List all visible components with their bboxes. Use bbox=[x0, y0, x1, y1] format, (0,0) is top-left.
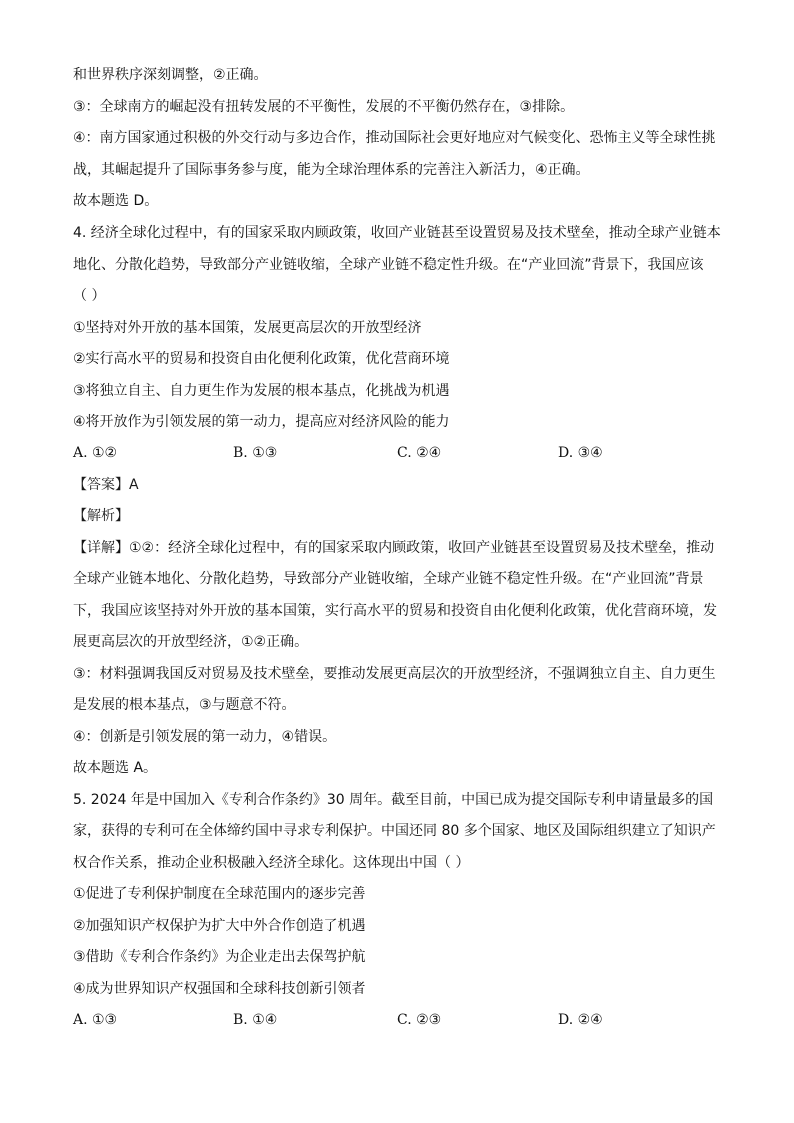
explanation-line: 故本题选 A。 bbox=[73, 760, 158, 776]
explanation-line: 是发展的根本基点，③与题意不符。 bbox=[73, 697, 296, 713]
question-4-statement: ③将独立自主、自力更生作为发展的根本基点，化挑战为机遇 bbox=[73, 383, 450, 399]
question-5-statement: ④成为世界知识产权强国和全球科技创新引领者 bbox=[73, 981, 366, 997]
explanation-line: ③：材料强调我国反对贸易及技术壁垒，要推动发展更高层次的开放型经济，不强调独立自主、自力更生 bbox=[73, 666, 716, 682]
question-5-option-c: C. ②③ bbox=[397, 1012, 442, 1028]
text-line: 战，其崛起提升了国际事务参与度，能为全球治理体系的完善注入新活力，④正确。 bbox=[73, 162, 590, 178]
question-5-stem: 权合作关系，推动企业积极融入经济全球化。这体现出中国（ ） bbox=[73, 855, 470, 871]
question-5-stem: 5. 2024 年是中国加入《专利合作条约》30 周年。截至目前，中国已成为提交国际专利申请量最多的国 bbox=[73, 792, 714, 808]
question-4-option-d: D. ③④ bbox=[558, 445, 603, 461]
question-4-stem: 4. 经济全球化过程中，有的国家采取内顾政策，收回产业链甚至设置贸易及技术壁垒，推动全球产业链本 bbox=[73, 225, 721, 241]
question-5-option-b: B. ①④ bbox=[233, 1012, 278, 1028]
question-4-option-c: C. ②④ bbox=[397, 445, 442, 461]
question-5-option-a: A. ①③ bbox=[73, 1012, 118, 1028]
explanation-line: 下，我国应该坚持对外开放的基本国策，实行高水平的贸易和投资自由化便利化政策，优化营商环境，发 bbox=[73, 603, 717, 619]
text-line: 和世界秩序深刻调整，②正确。 bbox=[73, 67, 268, 83]
explanation-line: ④：创新是引领发展的第一动力，④错误。 bbox=[73, 729, 337, 745]
question-5-option-d: D. ②④ bbox=[558, 1012, 603, 1028]
explanation-line: 全球产业链本地化、分散化趋势，导致部分产业链收缩，全球产业链不稳定性升级。在“产业回流”背景 bbox=[73, 571, 704, 587]
question-4-stem: 地化、分散化趋势，导致部分产业链收缩，全球产业链不稳定性升级。在“产业回流”背景下，我国应该 bbox=[73, 257, 704, 273]
text-line: ③：全球南方的崛起没有扭转发展的不平衡性，发展的不平衡仍然存在，③排除。 bbox=[73, 99, 575, 115]
answer-label: 【答案】A bbox=[73, 477, 139, 493]
question-4-statement: ①坚持对外开放的基本国策，发展更高层次的开放型经济 bbox=[73, 320, 422, 336]
question-5-statement: ③借助《专利合作条约》为企业走出去保驾护航 bbox=[73, 949, 366, 965]
explanation-line: 展更高层次的开放型经济，①②正确。 bbox=[73, 634, 309, 650]
question-4-option-a: A. ①② bbox=[73, 445, 118, 461]
question-5-statement: ②加强知识产权保护为扩大中外合作创造了机遇 bbox=[73, 918, 366, 934]
question-5-stem: 家，获得的专利可在全体缔约国中寻求专利保护。中国还同 80 多个国家、地区及国际组织建立了知识产 bbox=[73, 823, 716, 839]
question-4-blank: （ ） bbox=[73, 288, 106, 304]
text-line: 故本题选 D。 bbox=[73, 193, 159, 209]
explanation-line: 【详解】①②：经济全球化过程中，有的国家采取内顾政策，收回产业链甚至设置贸易及技术壁垒，推动 bbox=[73, 540, 715, 556]
question-4-statement: ②实行高水平的贸易和投资自由化便利化政策，优化营商环境 bbox=[73, 351, 450, 367]
question-5-statement: ①促进了专利保护制度在全球范围内的逐步完善 bbox=[73, 886, 366, 902]
question-4-statement: ④将开放作为引领发展的第一动力，提高应对经济风险的能力 bbox=[73, 414, 450, 430]
text-line: ④：南方国家通过积极的外交行动与多边合作，推动国际社会更好地应对气候变化、恐怖主义等全球性挑 bbox=[73, 130, 716, 146]
question-4-option-b: B. ①③ bbox=[233, 445, 278, 461]
analysis-label: 【解析】 bbox=[73, 508, 129, 524]
